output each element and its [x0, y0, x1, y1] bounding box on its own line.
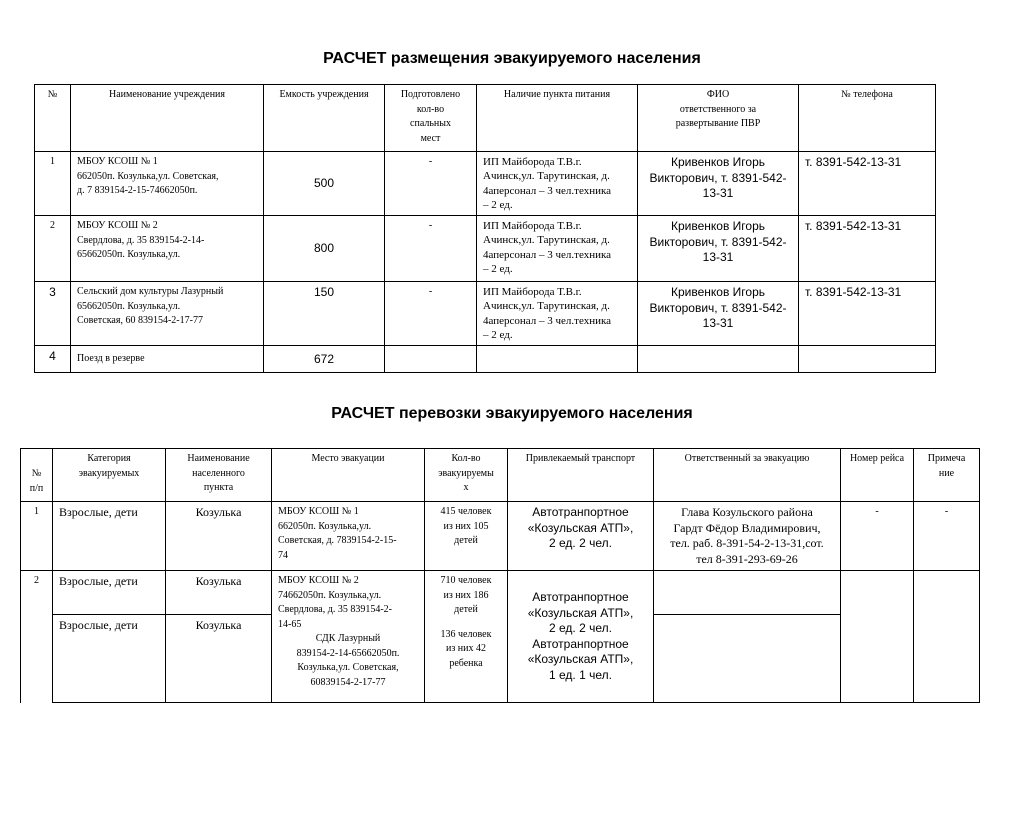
header-num: № п/п [21, 449, 53, 502]
capacity-cell: 500 [264, 152, 385, 216]
responsible-cell [654, 615, 841, 703]
header-beds: Подготовлено кол-во спальных мест [385, 85, 477, 152]
placement-title: РАСЧЕТ размещения эвакуируемого населения [323, 50, 701, 67]
table-row [35, 152, 936, 216]
table-row [21, 502, 980, 571]
table-row [35, 216, 936, 282]
category-cell: Взрослые, дети [53, 615, 166, 703]
responsible-cell: Кривенков Игорь Викторович, т. 8391-542- 13-31 [638, 152, 799, 216]
table-row [35, 282, 936, 346]
row-num: 2 [21, 571, 53, 703]
beds-cell: - [385, 216, 477, 282]
header-trip: Номер рейса [841, 449, 914, 502]
header-num: № [35, 85, 71, 152]
food-cell [477, 346, 638, 373]
beds-cell [385, 346, 477, 373]
settlement-cell: Козулька [166, 571, 272, 615]
category-cell: Взрослые, дети [53, 502, 166, 571]
transport-cell: Автотранпортное «Козульская АТП», 2 ед. 2 чел. Автотранпортное «Козульская АТП», 1 ед. 1 чел. [508, 571, 654, 703]
capacity-cell: 150 [264, 282, 385, 346]
header-settlement: Наименование населенного пункта [166, 449, 272, 502]
food-cell: ИП Майборода Т.В.г. Ачинск,ул. Тарутинская, д. 4аперсонал – 3 чел.техника – 2 ед. [477, 282, 638, 346]
trip-cell: - [841, 502, 914, 571]
institution-cell: Поезд в резерве [71, 346, 264, 373]
institution-cell: Сельский дом культуры Лазурный 65662050п. Козулька,ул. Советская, 60 839154-2-17-77 [71, 282, 264, 346]
row-num: 1 [35, 152, 71, 216]
header-capacity: Емкость учреждения [264, 85, 385, 152]
phone-cell: т. 8391-542-13-31 [799, 216, 936, 282]
settlement-cell: Козулька [166, 615, 272, 703]
transport-header-row [21, 449, 980, 502]
table-row [35, 346, 936, 373]
beds-cell: - [385, 152, 477, 216]
category-cell: Взрослые, дети [53, 571, 166, 615]
responsible-cell [638, 346, 799, 373]
row-num: 2 [35, 216, 71, 282]
phone-cell [799, 346, 936, 373]
responsible-cell: Кривенков Игорь Викторович, т. 8391-542- 13-31 [638, 282, 799, 346]
transport-title: РАСЧЕТ перевозки эвакуируемого населения [331, 405, 693, 422]
placement-table [34, 84, 936, 373]
phone-cell: т. 8391-542-13-31 [799, 282, 936, 346]
transport-table [20, 448, 980, 703]
header-quantity: Кол-во эвакуируемы х [425, 449, 508, 502]
quantity-cell: 710 человек из них 186 детей 136 человек из них 42 ребенка [425, 571, 508, 703]
row-num: 1 [21, 502, 53, 571]
header-institution: Наименование учреждения [71, 85, 264, 152]
transport-cell: Автотранпортное «Козульская АТП», 2 ед. 2 чел. [508, 502, 654, 571]
header-responsible: Ответственный за эвакуацию [654, 449, 841, 502]
row-num: 3 [35, 282, 71, 346]
header-phone: № телефона [799, 85, 936, 152]
header-food: Наличие пункта питания [477, 85, 638, 152]
beds-cell: - [385, 282, 477, 346]
settlement-cell: Козулька [166, 502, 272, 571]
header-transport: Привлекаемый транспорт [508, 449, 654, 502]
responsible-cell: Кривенков Игорь Викторович, т. 8391-542- 13-31 [638, 216, 799, 282]
header-place: Место эвакуации [272, 449, 425, 502]
institution-cell: МБОУ КСОШ № 1 662050п. Козулька,ул. Советская, д. 7 839154-2-15-74662050п. [71, 152, 264, 216]
note-cell: - [914, 502, 980, 571]
responsible-cell: Глава Козульского района Гардт Фёдор Владимирович, тел. раб. 8-391-54-2-13-31,сот. тел 8-391-293-69-26 [654, 502, 841, 571]
capacity-cell: 800 [264, 216, 385, 282]
capacity-cell: 672 [264, 346, 385, 373]
quantity-cell: 415 человек из них 105 детей [425, 502, 508, 571]
header-category: Категория эвакуируемых [53, 449, 166, 502]
note-cell [914, 571, 980, 703]
place-cell: МБОУ КСОШ № 1 662050п. Козулька,ул. Советская, д. 7839154-2-15- 74 [272, 502, 425, 571]
header-responsible: ФИО ответственного за развертывание ПВР [638, 85, 799, 152]
food-cell: ИП Майборода Т.В.г. Ачинск,ул. Тарутинская, д. 4аперсонал – 3 чел.техника – 2 ед. [477, 152, 638, 216]
place-cell: МБОУ КСОШ № 2 74662050п. Козулька,ул. Свердлова, д. 35 839154-2- 14-65 СДК Лазурный 839154-2-14-65662050п. Козулька,ул. Советская, 60839154-2-17-77 [272, 571, 425, 703]
table-row [21, 571, 980, 615]
trip-cell [841, 571, 914, 703]
placement-header-row [35, 85, 936, 152]
phone-cell: т. 8391-542-13-31 [799, 152, 936, 216]
header-note: Примеча ние [914, 449, 980, 502]
responsible-cell [654, 571, 841, 615]
food-cell: ИП Майборода Т.В.г. Ачинск,ул. Тарутинская, д. 4аперсонал – 3 чел.техника – 2 ед. [477, 216, 638, 282]
row-num: 4 [35, 346, 71, 373]
institution-cell: МБОУ КСОШ № 2 Свердлова, д. 35 839154-2-14- 65662050п. Козулька,ул. [71, 216, 264, 282]
